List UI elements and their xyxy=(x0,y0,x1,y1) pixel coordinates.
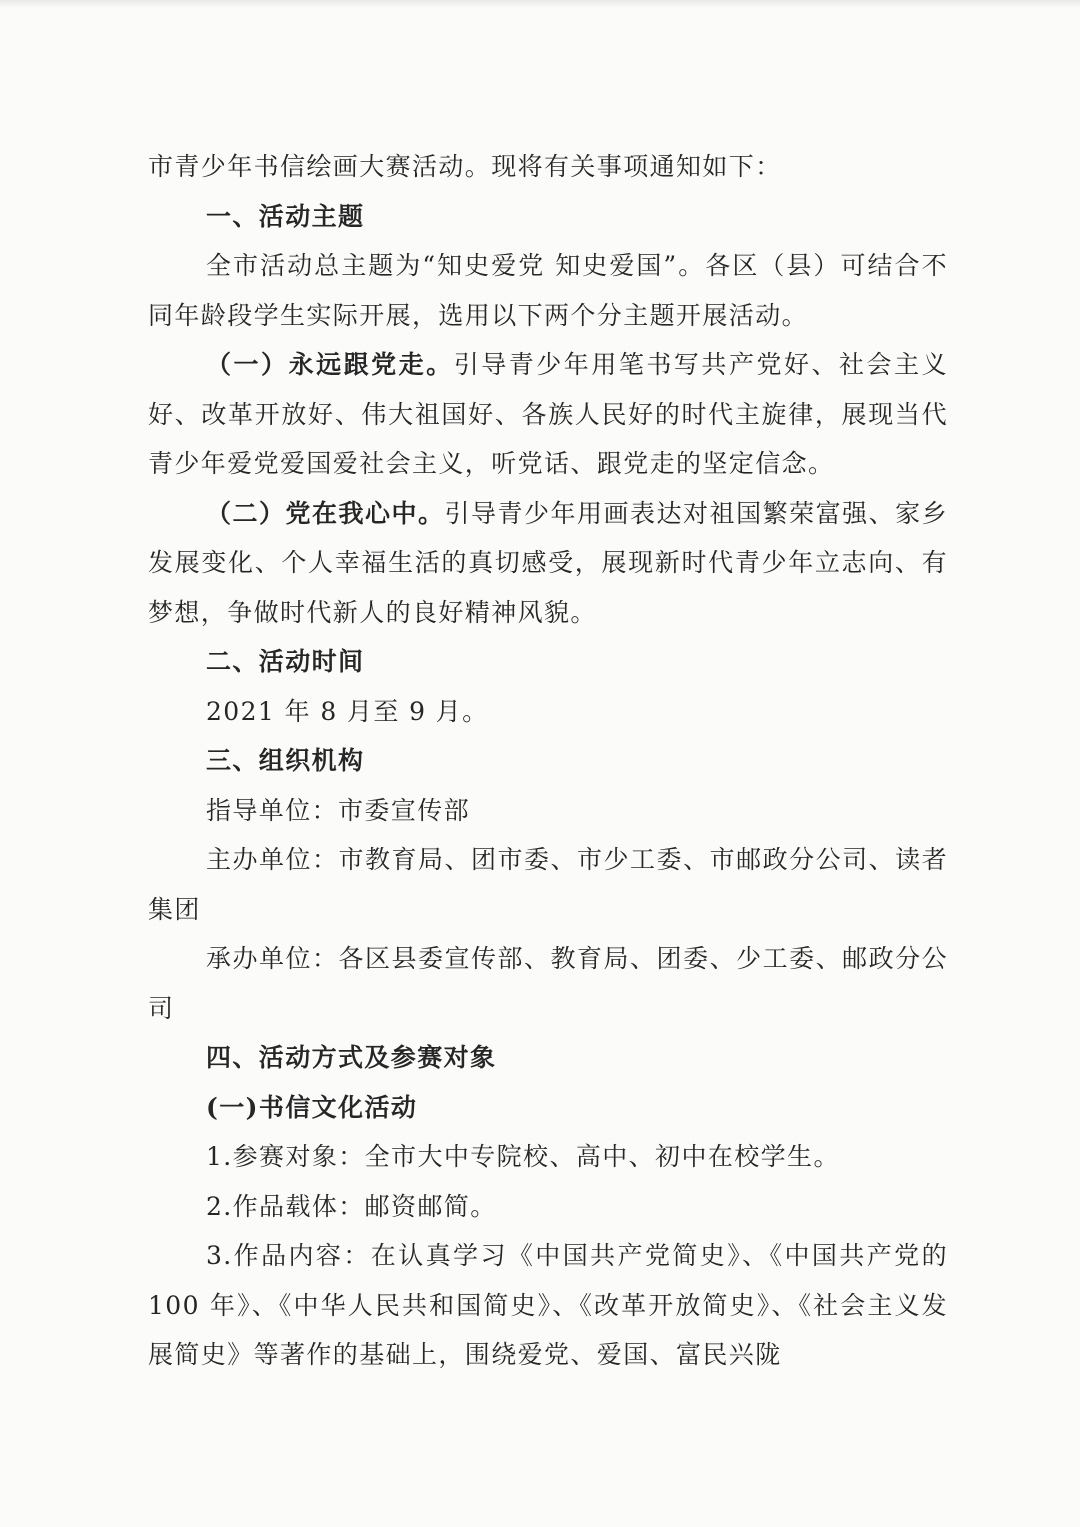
host-units: 主办单位：市教育局、团市委、市少工委、市邮政分公司、读者集团 xyxy=(148,845,948,924)
subtheme-one-title: （一）永远跟党走。 xyxy=(206,350,454,379)
subtheme-two-title: （二）党在我心中。 xyxy=(206,498,445,528)
participants-item: 1.参赛对象：全市大中专院校、高中、初中在校学生。 xyxy=(206,1142,840,1171)
subtheme-two-paragraph xyxy=(148,489,948,638)
carrier-item: 2.作品载体：邮资邮简。 xyxy=(206,1191,497,1221)
section-heading-theme: 一、活动主题 xyxy=(206,201,365,231)
theme-paragraph: 全市活动总主题为“知史爱党 知史爱国”。各区（县）可结合不同年龄段学生实际开展，选用以下两个分主题开展活动。 xyxy=(148,251,948,330)
section-heading-time: 二、活动时间 xyxy=(206,647,365,676)
intro-paragraph: 市青少年书信绘画大赛活动。现将有关事项通知如下： xyxy=(148,152,782,181)
letter-activity-heading: (一)书信文化活动 xyxy=(206,1092,418,1122)
subtheme-one-text: 引导青少年用笔书写共产党好、社会主义好、改革开放好、伟大祖国好、各族人民好的时代主旋律，展现当代青少年爱党爱国爱社会主义，听党话、跟党走的坚定信念。 xyxy=(148,350,949,478)
section-heading-organization: 三、组织机构 xyxy=(206,746,365,775)
organizer-units: 承办单位：各区县委宣传部、教育局、团委、少工委、邮政分公司 xyxy=(148,944,948,1023)
section-heading-method: 四、活动方式及参赛对象 xyxy=(206,1043,497,1072)
guide-unit: 指导单位：市委宣传部 xyxy=(206,795,471,825)
activity-time: 2021 年 8 月至 9 月。 xyxy=(206,696,489,726)
subtheme-one-paragraph xyxy=(148,340,948,489)
content-item: 3.作品内容：在认真学习《中国共产党简史》、《中国共产党的 100 年》、《中华人民共和国简史》、《改革开放简史》、《社会主义发展简史》等著作的基础上，围绕爱党、爱国、富民兴陇 xyxy=(148,1241,948,1369)
subtheme-two-text: 引导青少年用画表达对祖国繁荣富强、家乡发展变化、个人幸福生活的真切感受，展现新时代青少年立志向、有梦想，争做时代新人的良好精神风貌。 xyxy=(148,498,948,627)
scan-edge xyxy=(0,0,1080,8)
document-body xyxy=(148,142,948,1380)
